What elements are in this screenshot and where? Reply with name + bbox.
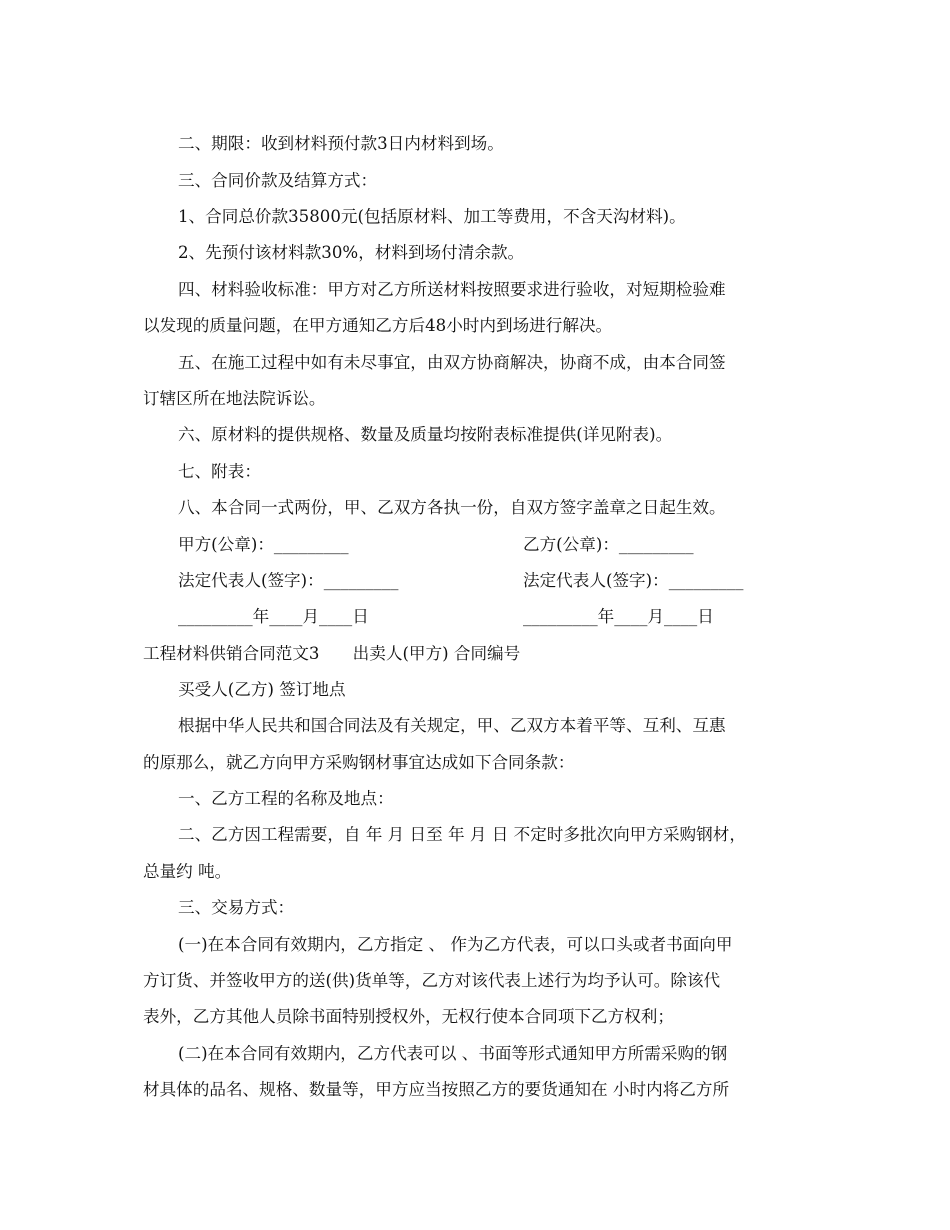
contract-3-item-3: 三、交易方式： — [178, 898, 295, 917]
party-b-date: _________年____月____日 — [523, 607, 714, 626]
contract-3-intro-line-2: 的原那么，就乙方向甲方采购钢材事宜达成如下合同条款： — [143, 753, 575, 772]
contract-3-intro-line-1: 根据中华人民共和国合同法及有关规定，甲、乙双方本着平等、互利、互惠 — [178, 716, 726, 735]
contract-3-item-2-line-2: 总量约 吨。 — [143, 862, 232, 881]
party-b-seal: 乙方(公章)：_________ — [523, 535, 694, 554]
clause-3-1-total-price: 1、合同总价款35800元(包括原材料、加工等费用，不含天沟材料)。 — [178, 207, 686, 226]
clause-5-disputes-line-2: 订辖区所在地法院诉讼。 — [143, 389, 326, 408]
contract-3-item-3-1-line-2: 方订货、并签收甲方的送(供)货单等，乙方对该代表上述行为均予认可。除该代 — [143, 971, 721, 990]
party-a-seal: 甲方(公章)：_________ — [178, 535, 349, 554]
contract-3-buyer: 买受人(乙方) 签订地点 — [178, 680, 346, 699]
party-a-date: _________年____月____日 — [178, 607, 369, 626]
contract-3-item-1: 一、乙方工程的名称及地点： — [178, 789, 394, 808]
contract-3-title: 工程材料供销合同范文3 出卖人(甲方) 合同编号 — [143, 644, 521, 663]
clause-4-inspection-line-2: 以发现的质量问题，在甲方通知乙方后48小时内到场进行解决。 — [143, 316, 613, 335]
contract-3-item-2-line-1: 二、乙方因工程需要，自 年 月 日至 年 月 日 不定时多批次向甲方采购钢材， — [178, 825, 746, 844]
clause-4-inspection-line-1: 四、材料验收标准：甲方对乙方所送材料按照要求进行验收，对短期检验难 — [178, 280, 726, 299]
clause-2-term: 二、期限：收到材料预付款3日内材料到场。 — [178, 134, 504, 153]
party-a-representative: 法定代表人(签字)：_________ — [178, 571, 399, 590]
clause-5-disputes-line-1: 五、在施工过程中如有未尽事宜，由双方协商解决，协商不成，由本合同签 — [178, 353, 726, 372]
party-b-representative: 法定代表人(签字)：_________ — [523, 571, 744, 590]
contract-3-item-3-1-line-3: 表外，乙方其他人员除书面特别授权外，无权行使本合同项下乙方权利； — [143, 1007, 674, 1026]
contract-3-item-3-2-line-2: 材具体的品名、规格、数量等，甲方应当按照乙方的要货通知在 小时内将乙方所 — [143, 1080, 730, 1099]
clause-7-appendix: 七、附表： — [178, 462, 261, 481]
contract-3-item-3-2-line-1: (二)在本合同有效期内，乙方代表可以 、书面等形式通知甲方所需采购的钢 — [178, 1044, 728, 1063]
clause-6-materials: 六、原材料的提供规格、数量及质量均按附表标准提供(详见附表)。 — [178, 425, 673, 444]
clause-3-2-prepayment: 2、先预付该材料款30%，材料到场付清余款。 — [178, 243, 525, 262]
clause-8-copies: 八、本合同一式两份，甲、乙双方各执一份，自双方签字盖章之日起生效。 — [178, 498, 726, 517]
clause-3-price-heading: 三、合同价款及结算方式： — [178, 171, 378, 190]
contract-3-item-3-1-line-1: (一)在本合同有效期内，乙方指定 、 作为乙方代表，可以口头或者书面向甲 — [178, 935, 733, 954]
